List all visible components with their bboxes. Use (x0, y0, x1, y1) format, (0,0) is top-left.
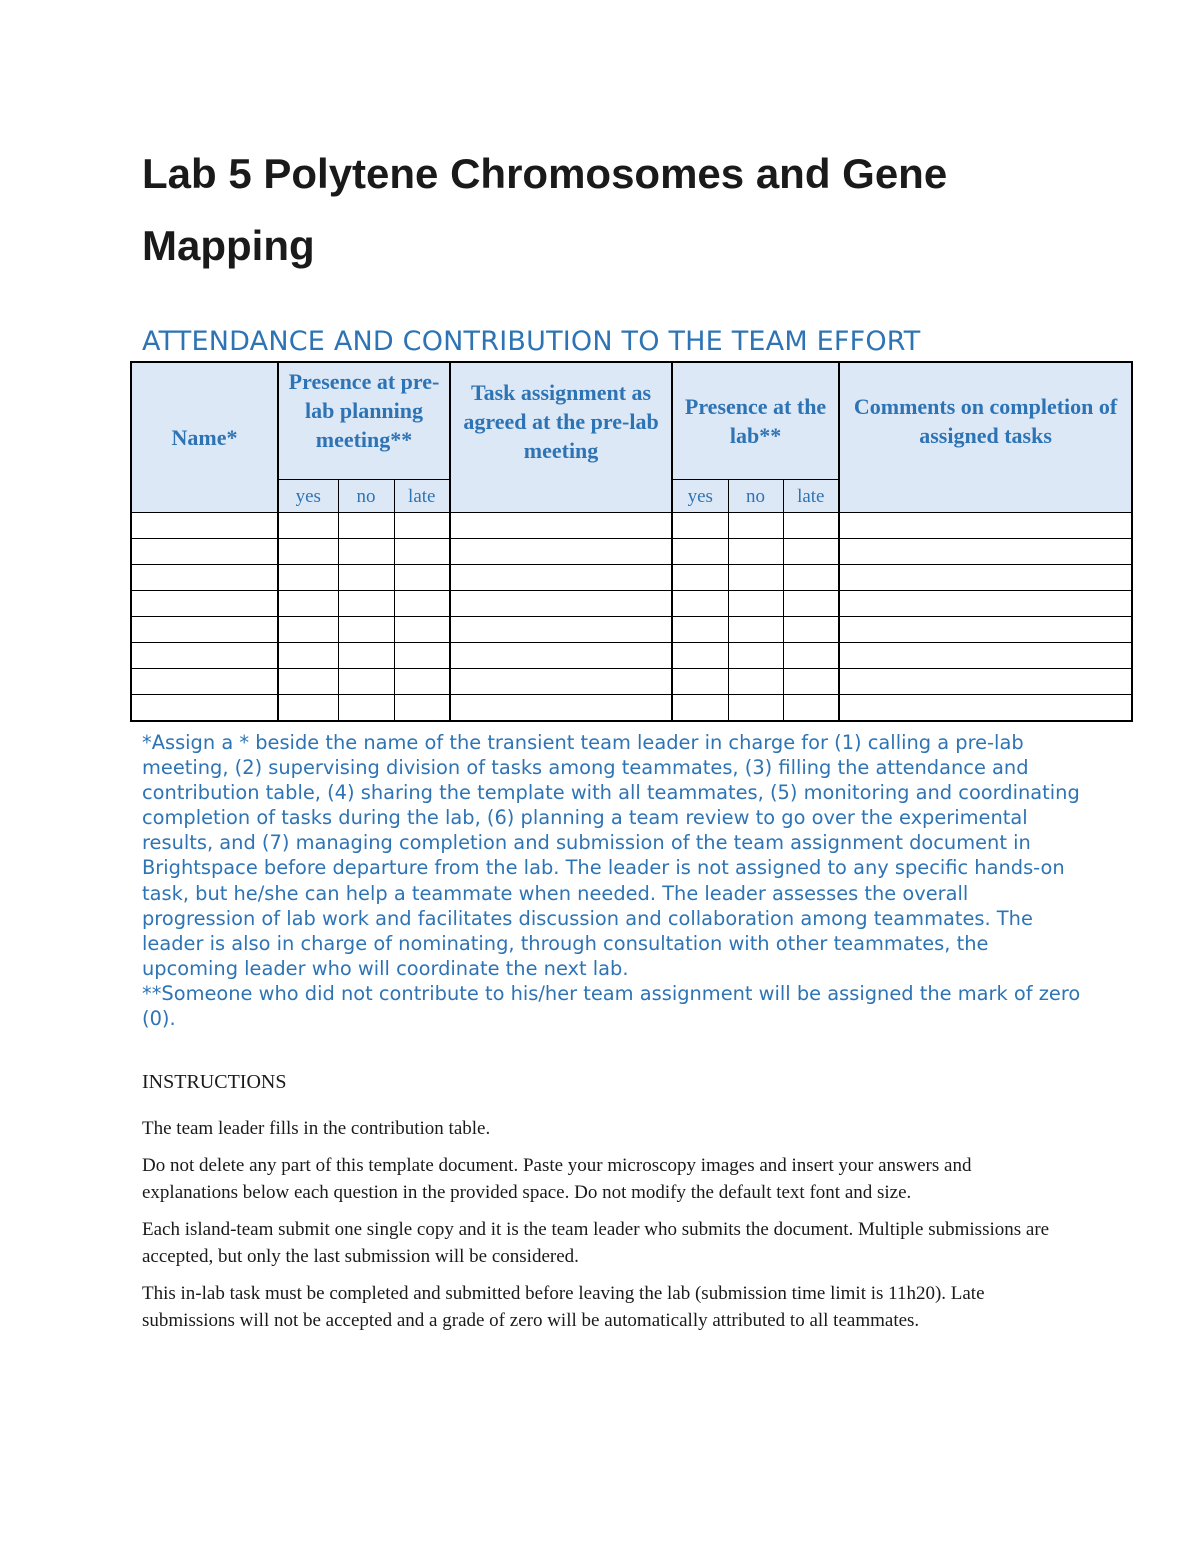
header-comments (839, 362, 1132, 513)
cell-task-assignment[interactable] (450, 617, 672, 643)
subheader-lab-yes: yes (672, 480, 728, 513)
cell-lab-yes[interactable] (672, 565, 728, 591)
cell-lab-no[interactable] (728, 617, 783, 643)
table-row (131, 617, 1132, 643)
cell-task-assignment[interactable] (450, 513, 672, 539)
cell-prelab-no[interactable] (338, 539, 394, 565)
cell-lab-yes[interactable] (672, 695, 728, 722)
cell-prelab-late[interactable] (394, 565, 450, 591)
cell-comments[interactable] (839, 695, 1132, 722)
cell-lab-late[interactable] (783, 591, 839, 617)
cell-lab-no[interactable] (728, 643, 783, 669)
cell-comments[interactable] (839, 513, 1132, 539)
cell-lab-no[interactable] (728, 513, 783, 539)
cell-prelab-no[interactable] (338, 643, 394, 669)
instruction-paragraph: The team leader fills in the contribution table. (142, 1118, 491, 1139)
cell-prelab-no[interactable] (338, 617, 394, 643)
cell-lab-late[interactable] (783, 539, 839, 565)
table-row (131, 513, 1132, 539)
cell-prelab-late[interactable] (394, 695, 450, 722)
section-heading: ATTENDANCE AND CONTRIBUTION TO THE TEAM EFFORT (142, 326, 921, 357)
cell-lab-yes[interactable] (672, 669, 728, 695)
subheader-lab-late: late (783, 480, 839, 513)
instruction-paragraph: Each island-team submit one single copy and it is the team leader who submits the document. Multiple submissions are accepted, but only the last submission will be considered. (142, 1219, 1050, 1267)
cell-lab-late[interactable] (783, 643, 839, 669)
table-row (131, 539, 1132, 565)
instructions-heading: INSTRUCTIONS (142, 1071, 287, 1093)
cell-name[interactable] (131, 591, 278, 617)
header-task-assignment (450, 362, 672, 513)
cell-prelab-yes[interactable] (278, 695, 338, 722)
cell-comments[interactable] (839, 643, 1132, 669)
header-comments-text: Comments on completion of assigned tasks (853, 393, 1118, 448)
subheader-prelab-yes: yes (278, 480, 338, 513)
cell-comments[interactable] (839, 591, 1132, 617)
cell-name[interactable] (131, 617, 278, 643)
table-row (131, 695, 1132, 722)
cell-lab-yes[interactable] (672, 513, 728, 539)
cell-lab-yes[interactable] (672, 591, 728, 617)
cell-task-assignment[interactable] (450, 669, 672, 695)
cell-comments[interactable] (839, 539, 1132, 565)
instruction-paragraph: Do not delete any part of this template document. Paste your microscopy images and insert your answers and explanations below each question in the provided space. Do not modify the default text font and size. (142, 1155, 972, 1203)
team-leader-notes (142, 730, 1082, 1031)
cell-name[interactable] (131, 565, 278, 591)
subheader-lab-no: no (728, 480, 783, 513)
table-row (131, 669, 1132, 695)
cell-prelab-late[interactable] (394, 591, 450, 617)
cell-prelab-no[interactable] (338, 513, 394, 539)
table-row (131, 591, 1132, 617)
subheader-prelab-late: late (394, 480, 450, 513)
cell-lab-yes[interactable] (672, 617, 728, 643)
cell-prelab-late[interactable] (394, 617, 450, 643)
cell-prelab-late[interactable] (394, 643, 450, 669)
cell-task-assignment[interactable] (450, 591, 672, 617)
header-prelab-text: Presence at pre-lab planning meeting** (288, 369, 440, 452)
header-name: Name* (131, 362, 278, 513)
cell-lab-yes[interactable] (672, 643, 728, 669)
cell-prelab-yes[interactable] (278, 565, 338, 591)
cell-name[interactable] (131, 539, 278, 565)
cell-prelab-yes[interactable] (278, 643, 338, 669)
cell-prelab-late[interactable] (394, 539, 450, 565)
instructions-body (142, 1115, 1072, 1344)
cell-lab-late[interactable] (783, 695, 839, 722)
cell-prelab-no[interactable] (338, 695, 394, 722)
cell-prelab-late[interactable] (394, 669, 450, 695)
cell-task-assignment[interactable] (450, 643, 672, 669)
header-lab-presence: Presence at the lab** (672, 362, 839, 480)
leader-responsibilities-note: *Assign a * beside the name of the transient team leader in charge for (1) calling a pre-lab meeting, (2) supervising division of tasks among teammates, (3) filling the attendance and contribution table, (4) sharing the template with all teammates, (5) monitoring and coordinating completion of tasks during the lab, (6) planning a team review to go over the experimental results, and (7) managing completion and submission of the team assignment document in Brightspace before departure from the lab. The leader is not assigned to any specific hands-on task, but he/she can help a teammate when needed. The leader assesses the overall progression of lab work and facilitates discussion and collaboration among teammates. The leader is also in charge of nominating, through consultation with other teammates, the upcoming leader who will coordinate the next lab. (142, 731, 1080, 980)
cell-prelab-late[interactable] (394, 513, 450, 539)
cell-name[interactable] (131, 669, 278, 695)
attendance-table-body (131, 513, 1132, 722)
cell-lab-late[interactable] (783, 669, 839, 695)
cell-name[interactable] (131, 643, 278, 669)
cell-lab-no[interactable] (728, 695, 783, 722)
cell-lab-no[interactable] (728, 591, 783, 617)
cell-comments[interactable] (839, 669, 1132, 695)
cell-task-assignment[interactable] (450, 539, 672, 565)
cell-comments[interactable] (839, 565, 1132, 591)
cell-lab-late[interactable] (783, 617, 839, 643)
cell-lab-yes[interactable] (672, 539, 728, 565)
attendance-table (130, 361, 1133, 722)
cell-lab-no[interactable] (728, 539, 783, 565)
cell-prelab-no[interactable] (338, 669, 394, 695)
instruction-paragraph: This in-lab task must be completed and submitted before leaving the lab (submission time limit is 11h20). Late submissions will not be accepted and a grade of zero will be automatically attributed to all teammates. (142, 1283, 985, 1331)
cell-prelab-yes[interactable] (278, 513, 338, 539)
cell-prelab-yes[interactable] (278, 591, 338, 617)
cell-lab-no[interactable] (728, 565, 783, 591)
cell-task-assignment[interactable] (450, 565, 672, 591)
cell-lab-late[interactable] (783, 513, 839, 539)
cell-name[interactable] (131, 695, 278, 722)
header-task-text: Task assignment as agreed at the pre-lab meeting (463, 379, 659, 463)
cell-prelab-yes[interactable] (278, 669, 338, 695)
header-prelab-presence (278, 362, 450, 480)
subheader-prelab-no: no (338, 480, 394, 513)
cell-prelab-yes[interactable] (278, 539, 338, 565)
cell-comments[interactable] (839, 617, 1132, 643)
cell-prelab-yes[interactable] (278, 617, 338, 643)
cell-lab-no[interactable] (728, 669, 783, 695)
document-title: Lab 5 Polytene Chromosomes and Gene Mapping (142, 150, 948, 269)
cell-name[interactable] (131, 513, 278, 539)
cell-lab-late[interactable] (783, 565, 839, 591)
table-row (131, 565, 1132, 591)
cell-task-assignment[interactable] (450, 695, 672, 722)
cell-prelab-no[interactable] (338, 565, 394, 591)
cell-prelab-no[interactable] (338, 591, 394, 617)
table-row (131, 643, 1132, 669)
zero-mark-note: **Someone who did not contribute to his/her team assignment will be assigned the mark of zero (0). (142, 981, 1081, 1031)
